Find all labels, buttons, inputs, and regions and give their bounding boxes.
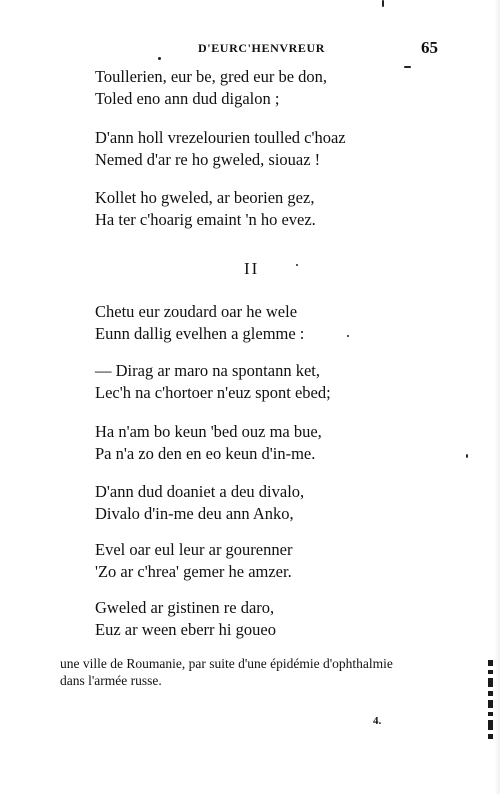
footnote-line: dans l'armée russe. [60, 673, 162, 688]
verse-line: Divalo d'in-me deu ann Anko, [95, 504, 294, 523]
verse-line: Ha ter c'hoarig emaint 'n ho evez. [95, 210, 316, 229]
scan-speck [382, 0, 384, 7]
running-title: D'EURC'HENVREUR [198, 41, 326, 55]
stanza [95, 127, 346, 171]
verse-line: Eunn dallig evelhen a glemme : [95, 324, 305, 343]
stanza [95, 421, 322, 465]
verse-line: Toled eno ann dud digalon ; [95, 89, 280, 108]
verse-line: Ha n'am bo keun 'bed ouz ma bue, [95, 422, 322, 441]
verse-line: Euz ar ween eberr hi goueo [95, 620, 276, 639]
scan-speck [466, 454, 468, 458]
stanza [95, 597, 276, 641]
stanza [95, 301, 304, 345]
page-number: 65 [421, 38, 438, 57]
verse-line: — Dirag ar maro na spontann ket, [95, 361, 320, 380]
signature-mark: 4. [373, 715, 382, 727]
verse-line: Kollet ho gweled, ar beorien gez, [95, 188, 315, 207]
verse-line: Lec'h na c'hortoer n'euz spont ebed; [95, 383, 331, 402]
footnote [60, 655, 460, 689]
verse-line: Toullerien, eur be, gred eur be don, [95, 67, 328, 86]
stanza [95, 187, 316, 231]
scan-speck [347, 335, 349, 337]
scan-speck [404, 66, 411, 68]
verse-line: D'ann holl vrezelourien toulled c'hoaz [95, 128, 346, 147]
stanza [95, 481, 304, 525]
binding-edge-marks [488, 660, 494, 740]
stanza [95, 360, 331, 404]
verse-line: Evel oar eul leur ar gourenner [95, 540, 293, 559]
scan-speck [296, 264, 298, 266]
stanza [95, 66, 327, 110]
verse-line: Chetu eur zoudard oar he wele [95, 302, 298, 321]
footnote-line: une ville de Roumanie, par suite d'une épidémie d'ophthalmie [60, 656, 393, 671]
verse-line: D'ann dud doaniet a deu divalo, [95, 482, 305, 501]
verse-line: Gweled ar gistinen re daro, [95, 598, 275, 617]
stanza [95, 539, 292, 583]
scan-speck [158, 57, 161, 60]
verse-line: Nemed d'ar re ho gweled, siouaz ! [95, 150, 321, 169]
section-heading: II [244, 259, 260, 278]
verse-line: 'Zo ar c'hrea' gemer he amzer. [95, 562, 292, 581]
page-edge-shadow [494, 0, 500, 794]
verse-line: Pa n'a zo den en eo keun d'in-me. [95, 444, 316, 463]
